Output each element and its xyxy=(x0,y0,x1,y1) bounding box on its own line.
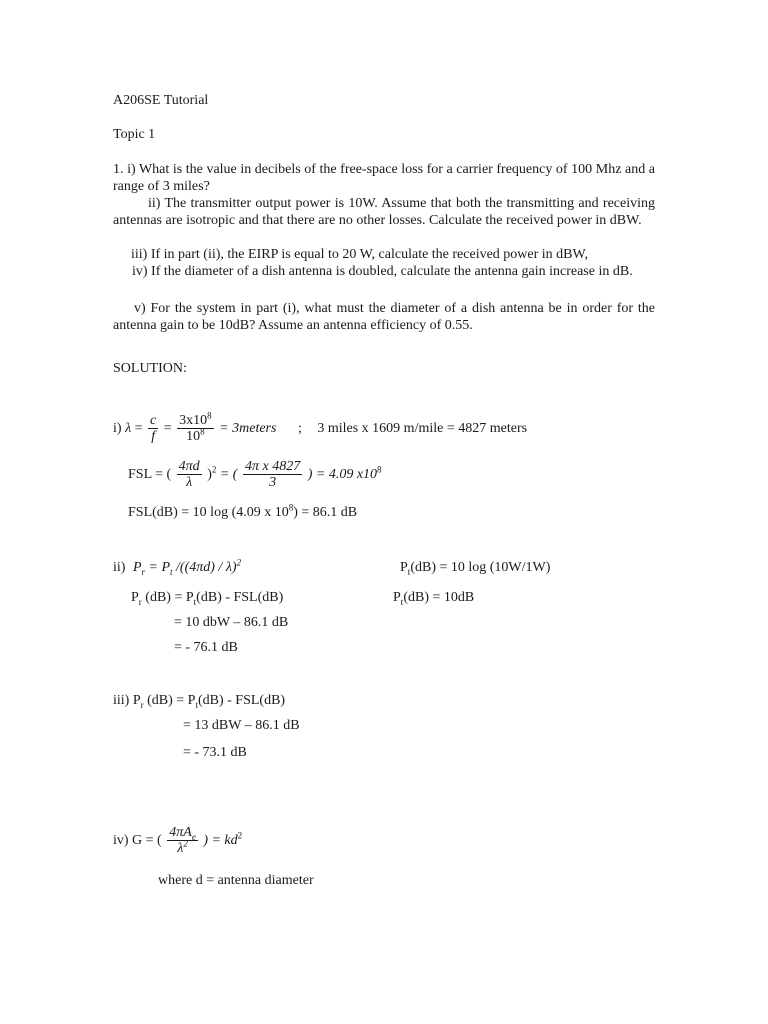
formula-sub-r: r xyxy=(141,566,146,577)
formula-p: P xyxy=(132,560,142,575)
part-iii-sub-t: t xyxy=(195,699,198,710)
course-title: A206SE Tutorial xyxy=(113,93,209,108)
pr-sub-t: t xyxy=(193,596,197,607)
part-i-label: i) xyxy=(113,421,122,436)
gain-denominator: λ xyxy=(177,841,184,857)
pt-result-p: P xyxy=(393,590,401,605)
equals-sign: = xyxy=(134,421,143,436)
gain-tail: ) = kd xyxy=(203,833,238,848)
formula-tail: /((4πd) / λ) xyxy=(172,560,237,575)
pt-db-sub: t xyxy=(407,566,411,577)
part-ii-step-1: = 10 dbW – 86.1 dB xyxy=(174,615,289,630)
pr-tail: (dB) - FSL(dB) xyxy=(196,590,284,605)
part-i-fsl-equation xyxy=(128,458,382,492)
part-ii-formula xyxy=(113,559,241,576)
part-iii-label: iii) P xyxy=(113,693,141,708)
part-i-fsl-db xyxy=(128,504,357,521)
question-1-v: v) For the system in part (i), what must the diameter of a dish antenna be in order for the antenna gain to be 10dB? Assume an antenna efficiency of 0.55. xyxy=(113,301,655,333)
question-1-iv: iv) If the diameter of a dish antenna is doubled, calculate the antenna gain increase in dB. xyxy=(132,264,633,279)
formula-mid: = P xyxy=(145,560,171,575)
miles-conversion: 3 miles x 1609 m/mile = 4827 meters xyxy=(317,421,528,436)
part-iii-tail: (dB) - FSL(dB) xyxy=(197,693,286,708)
fsl-result-exponent: 8 xyxy=(377,464,382,475)
gain-tail-exponent: 2 xyxy=(237,830,243,841)
pt-db-tail: (dB) = 10 log (10W/1W) xyxy=(410,560,551,575)
fsl-equals-paren: = ( xyxy=(219,467,238,482)
formula-sub-t: t xyxy=(170,566,173,577)
gain-numerator-sub: e xyxy=(191,832,196,843)
fsl-close-paren: ) xyxy=(207,467,212,482)
c-numerator: c xyxy=(150,413,157,429)
gain-fraction xyxy=(167,825,198,856)
fsl-result: ) = 4.09 x10 xyxy=(307,467,378,482)
fsl-numeric-fraction xyxy=(243,459,302,490)
part-iii-mid: (dB) = P xyxy=(143,693,196,708)
pt-result-sub: t xyxy=(400,596,404,607)
part-i-wavelength-equation xyxy=(113,412,527,446)
pt-db-p: P xyxy=(400,560,408,575)
pr-db-equation xyxy=(131,589,283,606)
part-iii-equation xyxy=(113,692,285,709)
numerator-exponent: 8 xyxy=(207,410,212,421)
solution-heading: SOLUTION: xyxy=(113,361,187,376)
fsl-db-text: FSL(dB) = 10 log (4.09 x 10 xyxy=(128,505,289,520)
question-1-i: 1. i) What is the value in decibels of the free-space loss for a carrier frequency of 100 Mhz and a range of 3 miles? xyxy=(113,162,655,194)
equals-sign-2: = xyxy=(163,421,172,436)
lambda-symbol: λ xyxy=(125,421,132,436)
received-power-formula xyxy=(132,557,242,577)
part-iii-step-2: = - 73.1 dB xyxy=(183,745,247,760)
part-iv-gain-equation xyxy=(113,823,242,859)
gain-numerator: 4πA xyxy=(169,825,192,841)
formula-exponent: 2 xyxy=(236,557,242,568)
part-iii-step-1: = 13 dBW – 86.1 dB xyxy=(183,718,300,733)
gain-denominator-exponent: 2 xyxy=(183,838,188,849)
c-over-f-fraction xyxy=(148,413,158,444)
fraction-numerator: 3x10 xyxy=(179,413,208,429)
wavelength-result: = 3meters xyxy=(219,421,277,436)
part-iii-sub-r: r xyxy=(140,699,144,710)
topic-heading: Topic 1 xyxy=(113,127,156,142)
fsl-numeric-denominator: 3 xyxy=(269,475,277,491)
part-iv-where-note: where d = antenna diameter xyxy=(158,873,314,888)
f-denominator: f xyxy=(151,429,156,445)
question-1-ii: ii) The transmitter output power is 10W. Assume that both the transmitting and receiving antennas are isotropic and that there are no other losses. Calculate the received power in dBW. xyxy=(113,196,655,228)
part-ii-step-2: = - 76.1 dB xyxy=(174,640,238,655)
pr-p: P xyxy=(131,590,139,605)
pr-sub-r: r xyxy=(138,596,142,607)
denominator-exponent: 8 xyxy=(200,426,205,437)
speed-over-frequency-fraction xyxy=(177,410,214,445)
fsl-db-tail: ) = 86.1 dB xyxy=(293,505,358,520)
pr-mid: (dB) = P xyxy=(141,590,194,605)
fraction-denominator: 10 xyxy=(186,429,201,445)
fsl-fraction xyxy=(177,459,202,490)
fsl-label: FSL = ( xyxy=(128,467,172,482)
part-ii-label: ii) xyxy=(113,560,126,575)
question-1-iii: iii) If in part (ii), the EIRP is equal to 20 W, calculate the received power in dBW, xyxy=(131,247,588,262)
fsl-db-exponent: 8 xyxy=(288,502,294,513)
pt-result-tail: (dB) = 10dB xyxy=(403,590,475,605)
pt-db-definition xyxy=(400,559,550,576)
fsl-square-exponent: 2 xyxy=(211,464,217,475)
pt-db-result xyxy=(393,589,474,606)
fsl-denominator: λ xyxy=(186,475,193,491)
fsl-numerator: 4πd xyxy=(178,459,200,475)
semicolon-separator: ; xyxy=(297,421,302,436)
fsl-numeric-numerator: 4π x 4827 xyxy=(244,459,301,475)
part-iv-label: iv) G = ( xyxy=(113,833,162,848)
